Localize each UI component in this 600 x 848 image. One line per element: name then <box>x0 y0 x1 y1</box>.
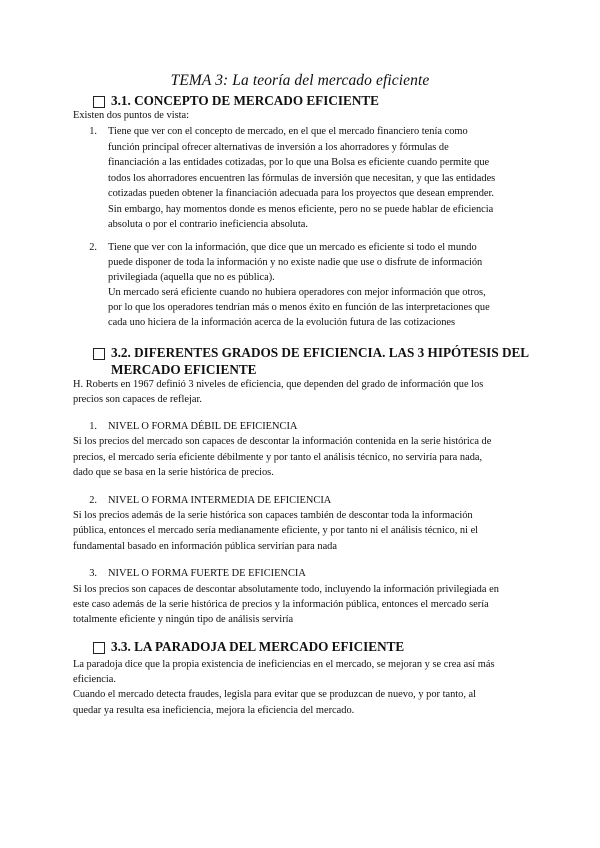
section-intro: Existen dos puntos de vista: <box>73 110 190 121</box>
text-line: precios son capaces de reflejar. <box>73 394 202 405</box>
heading-line: 3.2. DIFERENTES GRADOS DE EFICIENCIA. LAS 3 HIPÓTESIS DEL <box>111 345 530 360</box>
text-line: Tiene que ver con la información, que dice que un mercado es eficiente si todo el mundo <box>108 242 477 253</box>
text-line: La paradoja dice que la propia existencia de ineficiencias en el mercado, se mejoran y se crea así más <box>73 659 495 670</box>
text-line: Si los precios del mercado son capaces de descontar la información contenida en la serie histórica de <box>73 436 492 447</box>
level-title: NIVEL O FORMA FUERTE DE EFICIENCIA <box>108 568 306 579</box>
text-line: fundamental basado en información pública servirían para nada <box>73 541 337 552</box>
text-line: Si los precios son capaces de descontar absolutamente todo, incluyendo la información privilegiada en <box>73 584 499 595</box>
list-number: 3. <box>89 568 97 579</box>
level-title: NIVEL O FORMA INTERMEDIA DE EFICIENCIA <box>108 495 332 506</box>
text-line: absoluta o por el contrario ineficiencia absoluta. <box>108 219 308 230</box>
text-line: cada uno hiciera de la información acerca de la evolución futura de las cotizaciones <box>108 317 456 328</box>
text-line: Un mercado será eficiente cuando no hubiera operadores con mejor información que otros, <box>108 287 486 298</box>
text-line: Sin embargo, hay momentos donde es menos eficiente, pero no se puede hablar de eficiencia <box>108 204 494 215</box>
list-number: 1. <box>89 126 97 137</box>
heading-line: MERCADO EFICIENTE <box>111 361 257 377</box>
text-line: Cuando el mercado detecta fraudes, legisla para evitar que se produzcan de nuevo, y por tanto, al <box>73 689 477 700</box>
page-title: TEMA 3: La teoría del mercado eficiente <box>170 72 430 89</box>
text-line: Si los precios además de la serie histórica son capaces también de descontar toda la información <box>73 510 473 521</box>
level-title: NIVEL O FORMA DÉBIL DE EFICIENCIA <box>108 421 298 432</box>
section-heading-3-1: 3.1. CONCEPTO DE MERCADO EFICIENTE <box>111 93 379 108</box>
checkbox-icon <box>93 96 105 108</box>
text-line: este caso además de la serie histórica de precios y la información pública, entonces el mercado sería <box>73 599 489 610</box>
text-line: por lo que los operadores tendrían más o menos éxito en función de las interpretaciones que <box>108 302 490 313</box>
list-number: 1. <box>89 421 97 432</box>
list-number: 2. <box>89 495 97 506</box>
text-line: puede disponer de toda la información y no existe nadie que use o disfrute de información <box>108 257 483 268</box>
list-number: 2. <box>89 242 97 253</box>
section-heading-3-2 <box>111 345 531 378</box>
text-line: eficiencia. <box>73 674 116 685</box>
text-line: H. Roberts en 1967 definió 3 niveles de eficiencia, que dependen del grado de información que los <box>73 379 484 390</box>
text-line: privilegiada (aquella que no es pública). <box>108 272 275 283</box>
text-line: todos los ahorradores encuentren las fórmulas de inversión que necesitan, y que las entidades <box>108 173 496 184</box>
text-line: financiación a las entidades cotizadas, por lo que una Bolsa es eficiente cuando permite que <box>108 157 490 168</box>
text-line: función principal ofrecer alternativas de inversión a los ahorradores y fórmulas de <box>108 142 449 153</box>
checkbox-icon <box>93 642 105 654</box>
text-line: quedar ya resulta esa ineficiencia, mejora la eficiencia del mercado. <box>73 705 355 716</box>
text-line: precios, el mercado sería eficiente débilmente y por tanto el análisis técnico, no serviría para nada, <box>73 452 483 463</box>
text-line: cotizadas pueden obtener la financiación adecuada para los proyectos que desean emprender. <box>108 188 495 199</box>
text-line: totalmente eficiente y ningún tipo de análisis serviría <box>73 614 294 625</box>
checkbox-icon <box>93 348 105 360</box>
section-heading-3-3: 3.3. LA PARADOJA DEL MERCADO EFICIENTE <box>111 639 405 654</box>
text-line: Tiene que ver con el concepto de mercado, en el que el mercado financiero tenía como <box>108 126 468 137</box>
text-line: dado que se basa en la serie histórica de precios. <box>73 467 274 478</box>
text-line: pública, entonces el mercado sería medianamente eficiente, y por tanto ni el análisis técnico, ni el <box>73 525 479 536</box>
